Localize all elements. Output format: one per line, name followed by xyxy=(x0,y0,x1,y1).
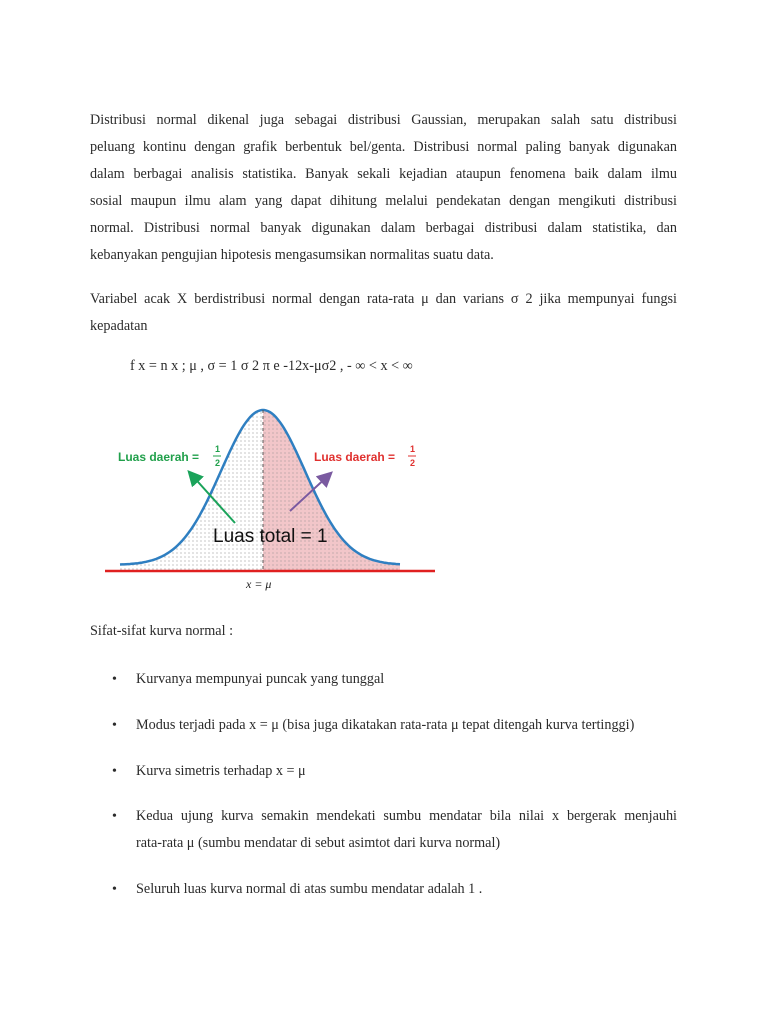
mean-axis-label: x = μ xyxy=(246,577,272,591)
total-area-label: Luas total = 1 xyxy=(213,526,328,547)
paragraph-line: sosial maupun ilmu alam yang dapat dihitung melalui pendekatan dengan mengikuti distribusi xyxy=(90,193,677,209)
right-fraction-denominator: 2 xyxy=(410,458,416,468)
normal-curve-figure xyxy=(100,400,440,595)
left-fraction-numerator: 1 xyxy=(215,444,221,454)
right-area-label: Luas daerah = xyxy=(314,450,396,464)
left-area-label: Luas daerah = xyxy=(118,450,200,464)
list-item-line: Kurva simetris terhadap x = μ xyxy=(136,763,306,779)
list-item-line: rata-rata μ (sumbu mendatar di sebut asimtot dari kurva normal) xyxy=(136,835,501,851)
list-item-line: Kurvanya mempunyai puncak yang tunggal xyxy=(136,671,385,687)
bullet-dot: • xyxy=(112,718,117,733)
paragraph-line: normal. Distribusi normal banyak digunakan dalam berbagai distribusi dalam statistika, dan xyxy=(90,220,677,236)
paragraph-line: Distribusi normal dikenal juga sebagai distribusi Gaussian, merupakan salah satu distribusi xyxy=(90,112,677,128)
paragraph-line: dalam berbagai analisis statistika. Banyak sekali kejadian ataupun fenomena baik dalam ilmu xyxy=(90,166,677,182)
list-item-text xyxy=(136,758,677,785)
paragraph-line: kebanyakan pengujian hipotesis mengasumsikan normalitas suatu data. xyxy=(90,247,494,263)
bullet-dot: • xyxy=(112,882,117,897)
list-item-line: Modus terjadi pada x = μ (bisa juga dikatakan rata-rata μ tepat ditengah kurva tertinggi) xyxy=(136,717,635,733)
intro-paragraph xyxy=(90,107,677,269)
paragraph-line: Variabel acak X berdistribusi normal dengan rata-rata μ dan varians σ 2 jika mempunyai fungsi xyxy=(90,291,677,307)
left-fraction-denominator: 2 xyxy=(215,458,221,468)
list-item-line: Kedua ujung kurva semakin mendekati sumbu mendatar bila nilai x bergerak menjauhi xyxy=(136,808,677,824)
list-item-text xyxy=(136,666,677,693)
bullet-dot: • xyxy=(112,764,117,779)
list-item-line: Seluruh luas kurva normal di atas sumbu mendatar adalah 1 . xyxy=(136,881,483,897)
paragraph-line: peluang kontinu dengan grafik berbentuk bel/genta. Distribusi normal paling banyak digunakan xyxy=(90,139,677,155)
density-formula: f x = n x ; μ , σ = 1 σ 2 π e -12x-μσ2 , - ∞ < x < ∞ xyxy=(130,358,413,374)
list-item-text xyxy=(136,876,677,903)
list-item-text xyxy=(136,712,677,739)
list-item-text xyxy=(136,803,677,857)
bullet-dot: • xyxy=(112,809,117,824)
bullet-dot: • xyxy=(112,672,117,687)
paragraph-line: kepadatan xyxy=(90,318,148,334)
right-fraction-numerator: 1 xyxy=(410,444,416,454)
definition-paragraph xyxy=(90,286,677,340)
properties-heading: Sifat-sifat kurva normal : xyxy=(90,623,234,639)
